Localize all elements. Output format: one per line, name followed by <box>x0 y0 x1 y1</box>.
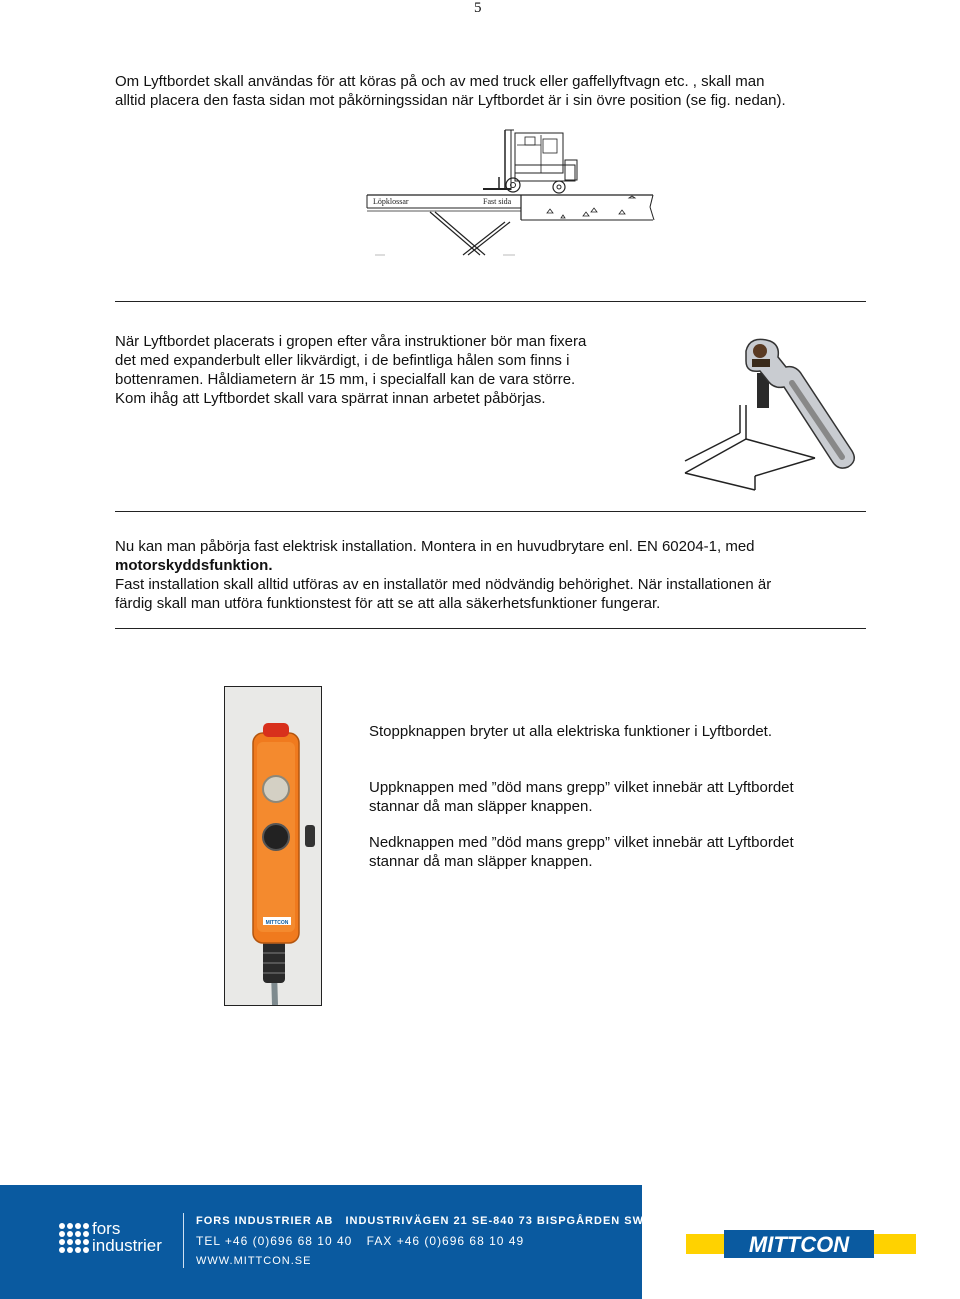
wrench-bolt-illustration <box>680 333 865 493</box>
intro-line: Om Lyftbordet skall användas för att köras på och av med truck eller gaffellyftvagn etc. , skall man <box>115 73 765 90</box>
down-button-description <box>369 833 869 871</box>
tel-label: TEL <box>196 1234 221 1248</box>
footer-phone-line <box>196 1234 524 1248</box>
section-divider <box>115 511 866 512</box>
mittcon-logo <box>686 1228 916 1258</box>
stop-button-description <box>369 722 869 741</box>
intro-paragraph <box>115 72 875 110</box>
electrical-line: färdig skall man utföra funktionstest för att se att alla säkerhetsfunktioner fungerar. <box>115 595 661 612</box>
electrical-line <box>115 556 875 575</box>
description-line: Uppknappen med ”död mans grepp” vilket innebär att Lyftbordet <box>369 779 794 796</box>
description-line: Stoppknappen bryter ut alla elektriska funktioner i Lyftbordet. <box>369 723 773 740</box>
electrical-paragraph <box>115 537 875 613</box>
footer-address-line <box>196 1215 679 1227</box>
pendant-brand-label: MITTCON <box>265 920 289 926</box>
electrical-line: Nu kan man påbörja fast elektrisk installation. Montera in en huvudbrytare enl. EN 60204-1, med <box>115 538 755 555</box>
fors-logo-line: fors <box>92 1219 121 1238</box>
mittcon-logo-text: MITTCON <box>748 1232 850 1257</box>
page-number: 5 <box>474 0 482 16</box>
mounting-paragraph <box>115 332 675 408</box>
company-address: INDUSTRIVÄGEN 21 SE-840 73 BISPGÅRDEN SWEDEN <box>345 1215 679 1227</box>
section-divider <box>115 628 866 629</box>
figure-label-left: Löpklossar <box>373 197 409 206</box>
mounting-line: Kom ihåg att Lyftbordet skall vara spärrat innan arbetet påbörjas. <box>115 390 546 407</box>
electrical-line: Fast installation skall alltid utföras av en installatör med nödvändig behörighet. När installationen är <box>115 576 772 593</box>
tel-number: +46 (0)696 68 10 40 <box>224 1234 353 1248</box>
mounting-line: bottenramen. Håldiametern är 15 mm, i specialfall kan de vara större. <box>115 371 576 388</box>
footer-divider <box>183 1213 184 1268</box>
fax-number: +46 (0)696 68 10 49 <box>396 1234 525 1248</box>
section-divider <box>115 301 866 302</box>
forklift-diagram <box>365 125 660 260</box>
mounting-line: När Lyftbordet placerats i gropen efter våra instruktioner bör man fixera <box>115 333 587 350</box>
intro-line: alltid placera den fasta sidan mot påkörningssidan när Lyftbordet är i sin övre position (se fig. nedan). <box>115 92 786 109</box>
control-pendant-photo <box>224 686 322 1006</box>
description-line: stannar då man släpper knappen. <box>369 798 593 815</box>
electrical-emphasis: motorskyddsfunktion. <box>115 557 273 574</box>
fors-logo-line: industrier <box>92 1236 162 1255</box>
control-pendant-image <box>225 687 321 1005</box>
fors-dots-icon <box>58 1222 90 1254</box>
description-line: stannar då man släpper knappen. <box>369 853 593 870</box>
fax-label: FAX <box>366 1234 393 1248</box>
mounting-line: det med expanderbult eller likvärdigt, i de befintliga hålen som finns i <box>115 352 570 369</box>
up-button-description <box>369 778 869 816</box>
company-name: FORS INDUSTRIER AB <box>196 1215 334 1227</box>
fors-logo-text <box>92 1220 162 1254</box>
figure-label-right: Fast sida <box>483 197 512 206</box>
description-line: Nedknappen med ”död mans grepp” vilket innebär att Lyftbordet <box>369 834 794 851</box>
website-link[interactable]: WWW.MITTCON.SE <box>196 1255 312 1267</box>
